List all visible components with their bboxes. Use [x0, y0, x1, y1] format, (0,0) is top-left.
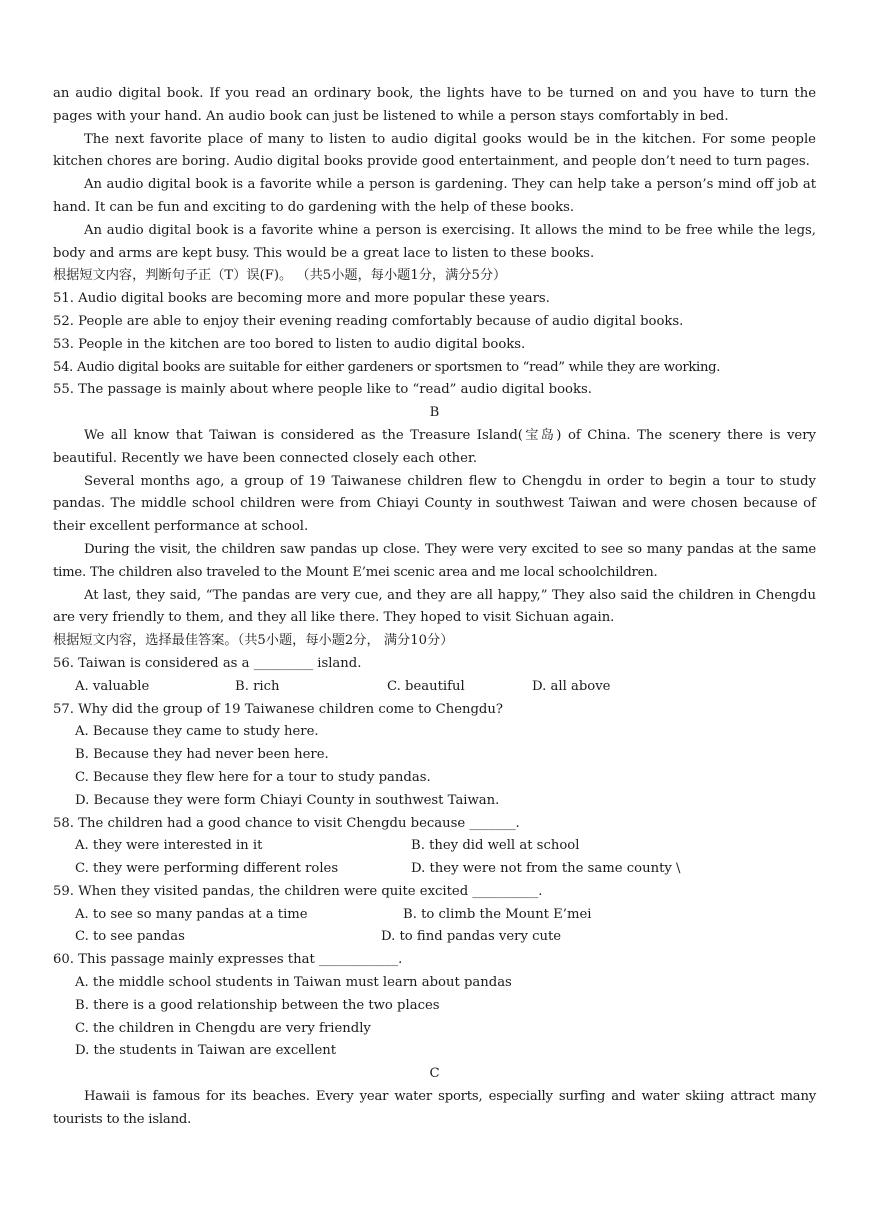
- question-58-stem: 58. The children had a good chance to visit Chengdu because _______.: [53, 815, 520, 831]
- option: D. to find pandas very cute: [381, 929, 562, 945]
- passage-a-paragraph: The next favorite place of many to listen to audio digital gooks would be in the kitchen. For some people kitchen chores are boring. Audio digital books provide good entertainment, and people don’t need to turn pages.: [53, 131, 816, 170]
- option: C. they were performing different roles: [75, 861, 339, 877]
- passage-c-paragraph: Hawaii is famous for its beaches. Every year water sports, especially surfing and water skiing attract many tourists to the island.: [53, 1089, 816, 1127]
- exam-page: [53, 83, 816, 1132]
- passage-a-paragraph: An audio digital book is a favorite whine a person is exercising. It allows the mind to be free while the legs, body and arms are kept busy. This would be a great lace to listen to these books.: [53, 222, 816, 261]
- passage-b-paragraph: We all know that Taiwan is considered as the Treasure Island(宝岛) of China. The scenery there is very beautiful. Recently we have been connected closely each other.: [53, 427, 816, 466]
- tf-question: 53. People in the kitchen are too bored to listen to audio digital books.: [53, 336, 526, 352]
- passage-b-paragraph: At last, they said, “The pandas are very cue, and they are all happy,” They also said the children in Chengdu are very friendly to them, and they all like there. They hoped to visit Sichuan again.: [53, 587, 816, 626]
- option: D. all above: [532, 678, 611, 694]
- passage-a-paragraph: an audio digital book. If you read an ordinary book, the lights have to be turned on and you have to turn the pages with your hand. An audio book can just be listened to while a person stays comfortably in bed.: [53, 86, 816, 124]
- option: A. Because they came to study here.: [75, 724, 319, 740]
- option: A. valuable: [75, 678, 150, 694]
- question-59-options: [53, 904, 816, 927]
- option: A. the middle school students in Taiwan must learn about pandas: [75, 975, 512, 991]
- option: D. the students in Taiwan are excellent: [75, 1043, 337, 1059]
- tf-question: 51. Audio digital books are becoming more and more popular these years.: [53, 291, 550, 307]
- question-56-options: [53, 676, 816, 699]
- mc-instruction: 根据短文内容，选择最佳答案。（共5小题，每小题2分， 满分10分）: [53, 633, 454, 649]
- option: D. Because they were form Chiayi County in southwest Taiwan.: [75, 792, 500, 808]
- option: D. they were not from the same county \: [411, 861, 681, 877]
- option: B. there is a good relationship between the two places: [75, 997, 440, 1013]
- option: C. beautiful: [387, 678, 465, 694]
- question-59-stem: 59. When they visited pandas, the children were quite excited __________.: [53, 883, 543, 899]
- tf-question: 54. Audio digital books are suitable for either gardeners or sportsmen to “read” while they are working.: [53, 359, 721, 375]
- question-58-options: [53, 858, 816, 881]
- question-57-stem: 57. Why did the group of 19 Taiwanese children come to Chengdu?: [53, 701, 503, 717]
- option: B. they did well at school: [411, 838, 580, 854]
- tf-question: 52. People are able to enjoy their evening reading comfortably because of audio digital books.: [53, 313, 684, 329]
- option: C. the children in Chengdu are very friendly: [75, 1020, 371, 1036]
- option: C. Because they flew here for a tour to study pandas.: [75, 769, 431, 785]
- passage-b-paragraph: Several months ago, a group of 19 Taiwanese children flew to Chengdu in order to begin a tour to study pandas. The middle school children were from Chiayi County in southwest Taiwan and were chosen because of their excellent performance at school.: [53, 473, 816, 535]
- option: C. to see pandas: [75, 929, 185, 945]
- option: B. to climb the Mount E’mei: [403, 906, 592, 922]
- passage-a-paragraph: An audio digital book is a favorite while a person is gardening. They can help take a person’s mind off job at hand. It can be fun and exciting to do gardening with the help of these books.: [53, 177, 816, 215]
- question-58-options: [53, 835, 816, 858]
- tf-instruction: 根据短文内容，判断句子正（T）误(F)。 （共5小题，每小题1分，满分5分）: [53, 268, 507, 284]
- option: B. rich: [235, 678, 280, 694]
- option: B. Because they had never been here.: [75, 747, 329, 763]
- section-b-heading: B: [429, 405, 440, 421]
- question-60-stem: 60. This passage mainly expresses that ____________.: [53, 952, 403, 968]
- question-59-options: [53, 926, 816, 949]
- option: A. to see so many pandas at a time: [75, 906, 308, 922]
- passage-b-paragraph: During the visit, the children saw pandas up close. They were very excited to see so many pandas at the same time. The children also traveled to the Mount E’mei scenic area and me local schoolchildren.: [53, 541, 816, 580]
- tf-question: 55. The passage is mainly about where people like to “read” audio digital books.: [53, 382, 592, 398]
- option: A. they were interested in it: [75, 838, 263, 854]
- section-c-heading: C: [429, 1066, 440, 1082]
- question-56-stem: 56. Taiwan is considered as a _________ island.: [53, 655, 362, 671]
